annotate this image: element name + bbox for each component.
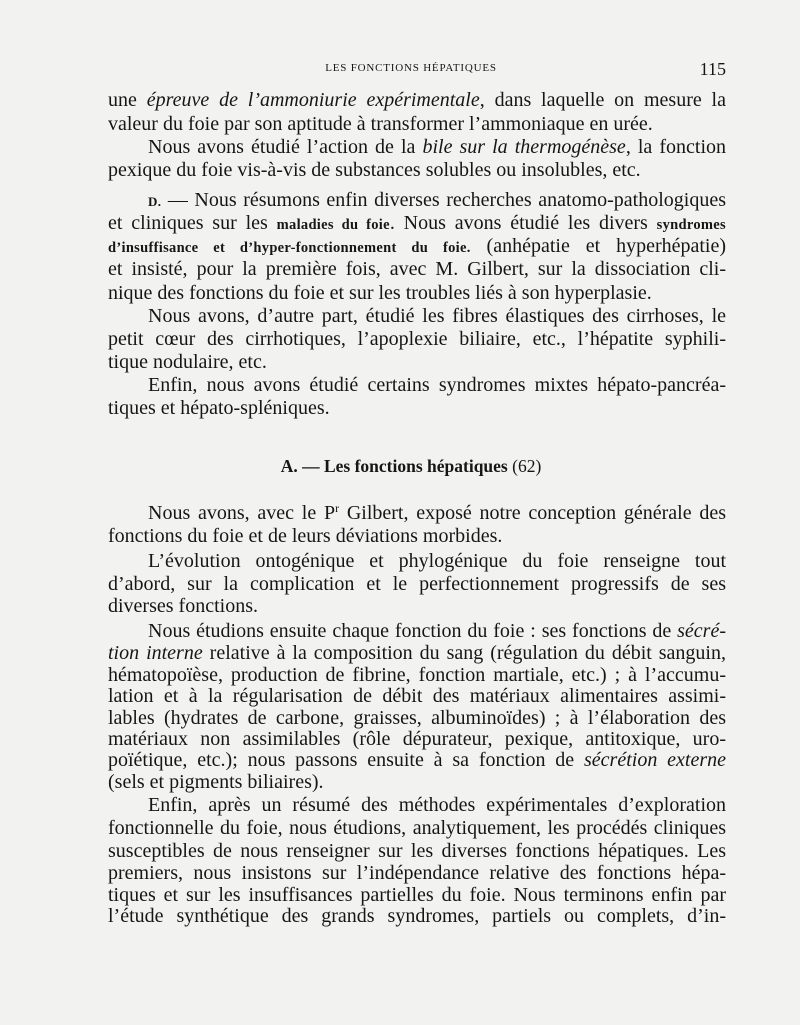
text-line: nique des fonctions du foie et sur les troubles liés à son hyperplasie. [108,282,652,304]
text-run: Nous étudions ensuite chaque fonction du foie : ses fonctions de [148,620,678,642]
text-run: (anhépatie et hyperhépatie) [470,235,727,257]
text-run: Nous avons, avec le P [148,502,336,524]
text-line: diverses fonctions. [108,595,258,617]
bold-run: syndromes [656,217,726,233]
italic-run: bile sur la thermogénèse [422,136,626,158]
section-heading-label: A. — Les fonctions hépatiques [280,456,508,476]
italic-run: tion interne [108,642,203,664]
text-line: petit cœur des cirrhotiques, l’apoplexie biliaire, etc., l’hépatite syphili- [108,328,726,350]
text-line [108,136,726,159]
text-line: d’abord, sur la complication et le perfectionnement progressifs de ses [108,573,726,595]
italic-run: sécrétion externe [584,749,726,771]
text-line [108,620,726,643]
text-run: , la fonction [625,136,726,158]
text-run: poïétique, etc.); nous passons ensuite à sa fonction de [108,749,585,771]
text-line: susceptibles de nous renseigner sur les diverses fonctions hépatiques. Les [108,840,726,862]
running-header: LES FONCTIONS HÉPATIQUES [325,62,497,74]
text-line [108,189,726,212]
text-line: (sels et pigments biliaires). [108,771,324,793]
text-line: premiers, nous insistons sur l’indépendance relative des fonctions hépa- [108,862,726,884]
text-line [108,502,726,525]
text-line: fonctions du foie et de leurs déviations morbides. [108,525,503,547]
text-run: . Nous avons étudié les divers [389,212,657,234]
text-line: valeur du foie par son aptitude à transformer l’ammoniaque en urée. [108,113,653,135]
text-run: et cliniques sur les [108,212,277,234]
text-line: lables (hydrates de carbone, graisses, albuminoïdes) ; à l’élaboration des [108,707,726,729]
text-line [108,89,726,112]
text-run: Gilbert, exposé notre conception générale des [339,502,726,524]
text-line: Nous avons, d’autre part, étudié les fibres élastiques des cirrhoses, le [148,305,726,327]
text-run: relative à la composition du sang (régulation du débit sanguin, [202,642,726,664]
text-line [108,749,726,772]
text-line [108,212,726,235]
text-line: Enfin, après un résumé des méthodes expérimentales d’exploration [148,794,726,816]
text-line: l’étude synthétique des grands syndromes, partiels ou complets, d’in- [108,905,726,927]
text-line: tiques et sur les insuffisances partielles du foie. Nous terminons enfin par [108,884,726,906]
bold-run: d’insuffisance et d’hyper-fonctionnement du foie. [108,240,471,256]
text-line: tique nodulaire, etc. [108,351,267,373]
italic-run: sécré- [677,620,726,642]
text-run: — Nous résumons enfin diverses recherches anatomo-pathologiques [161,189,726,211]
text-line: fonctionnelle du foie, nous étudions, analytiquement, les procédés cliniques [108,817,726,839]
section-heading [102,455,720,478]
text-line: tiques et hépato-spléniques. [108,397,330,419]
text-line: hématopoïèse, production de fibrine, fonction martiale, etc.) ; à l’accumu- [108,664,726,686]
text-run: Nous avons étudié l’action de la [148,136,423,158]
page-number: 115 [699,59,726,79]
text-line: pexique du foie vis-à-vis de substances solubles ou insolubles, etc. [108,159,641,181]
text-line [108,642,726,665]
text-run: une [108,89,147,111]
text-line: et insisté, pour la première fois, avec M. Gilbert, sur la dissociation cli- [108,258,726,280]
text-line: Enfin, nous avons étudié certains syndromes mixtes hépato-pancréa- [148,374,726,396]
text-line: lation et à la régularisation de débit des matériaux alimentaires assimi- [108,685,726,707]
bold-run: maladies du foie [276,217,390,233]
section-letter: D. [148,194,162,209]
section-heading-ref: (62) [512,456,542,476]
text-line [108,235,726,258]
text-line: matériaux non assimilables (rôle dépurateur, pexique, antitoxique, uro- [108,728,726,750]
text-line: L’évolution ontogénique et phylogénique du foie renseigne tout [148,550,726,572]
text-run: , dans laquelle on mesure la [479,89,726,111]
italic-run: épreuve de l’ammoniurie expérimentale [146,89,480,111]
superscript-run: r [335,501,340,515]
